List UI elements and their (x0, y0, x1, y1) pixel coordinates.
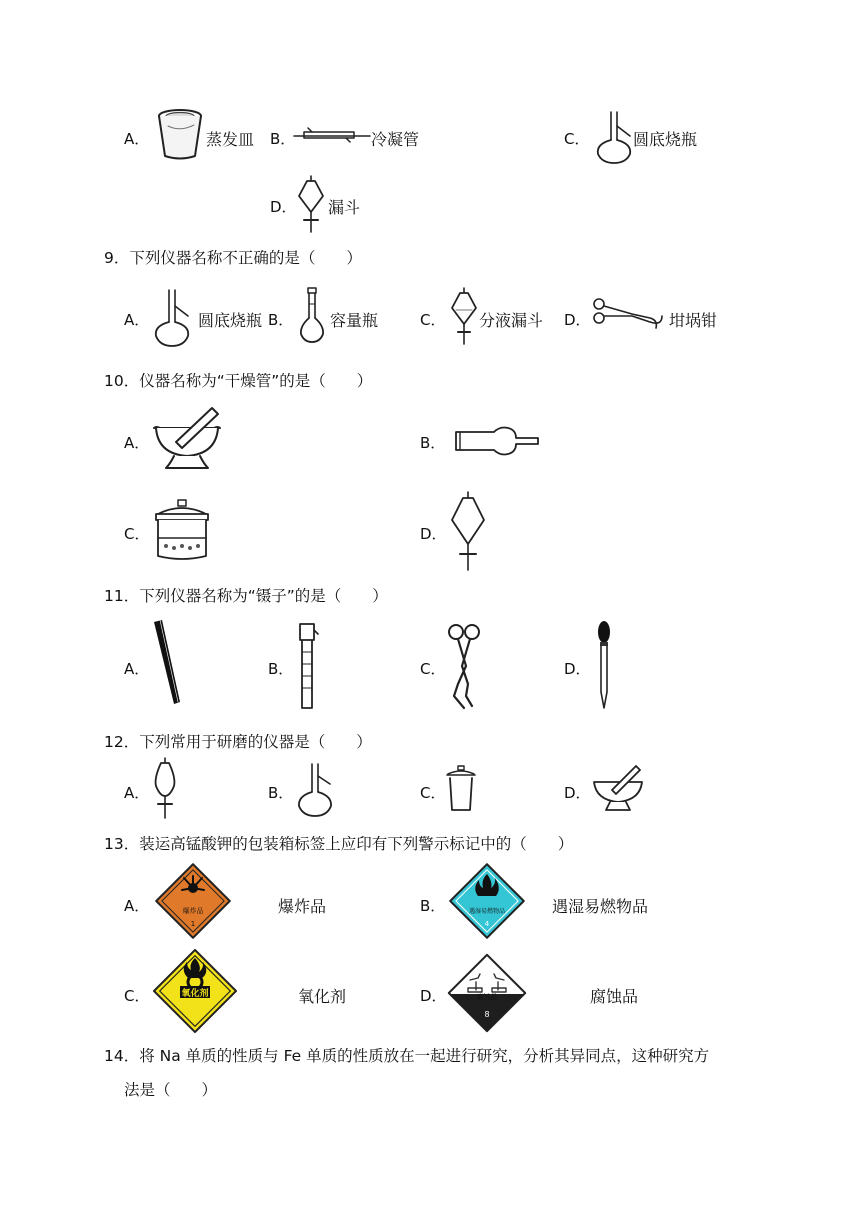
sign-label: 氧化剂 (181, 989, 209, 999)
sign-class-number: 4 (484, 920, 490, 928)
crucible-tongs-icon (592, 296, 666, 336)
option-letter: B． (420, 897, 446, 915)
option-letter: B． (270, 130, 296, 148)
option-name: 分液漏斗 (479, 311, 544, 330)
question-12-stem: 12．下列常用于研磨的仪器是（ ） (104, 733, 372, 751)
distilling-flask-icon (152, 288, 192, 348)
corrosive-sign-icon (446, 952, 528, 1034)
tweezers-icon (152, 620, 192, 710)
option-letter: A． (124, 311, 150, 329)
option-name: 容量瓶 (330, 311, 379, 330)
separatory-funnel-icon (450, 288, 478, 346)
option-name: 腐蚀品 (590, 987, 639, 1006)
option-letter: C． (420, 784, 446, 802)
crucible-icon (156, 108, 204, 162)
condenser-icon (294, 128, 370, 142)
mortar-pestle-icon (150, 404, 224, 474)
option-letter: A． (124, 897, 150, 915)
question-10-stem: 10．仪器名称为“干燥管”的是（ ） (104, 372, 373, 390)
option-name: 圆底烧瓶 (633, 130, 698, 149)
sign-label: 腐蚀品 (476, 993, 498, 1001)
option-name: 坩埚钳 (669, 311, 718, 330)
sign-label: 爆炸品 (182, 907, 204, 915)
option-letter: D． (564, 660, 591, 678)
option-letter: D． (564, 311, 591, 329)
option-letter: C． (124, 987, 150, 1005)
option-letter: C． (124, 525, 150, 543)
drying-tube-icon (454, 426, 540, 456)
test-tube-clamp-icon (296, 622, 320, 710)
separatory-funnel-icon (448, 492, 488, 572)
option-letter: B． (268, 784, 294, 802)
option-letter: A． (124, 784, 150, 802)
question-9-stem: 9．下列仪器名称不正确的是（ ） (104, 249, 362, 267)
separatory-funnel-icon (150, 758, 180, 820)
sign-label: 遇湿易燃物品 (468, 908, 505, 915)
option-name: 爆炸品 (278, 897, 327, 916)
question-14-stem-line1: 14．将 Na 单质的性质与 Fe 单质的性质放在一起进行研究，分析其异同点，这种研究方 (104, 1047, 710, 1065)
option-letter: B． (420, 434, 446, 452)
crucible-tongs-icon (446, 622, 482, 710)
distilling-flask-icon (296, 762, 334, 818)
option-name: 遇湿易燃物品 (552, 897, 649, 916)
option-letter: B． (268, 660, 294, 678)
option-name: 蒸发皿 (206, 130, 255, 149)
option-letter: D． (564, 784, 591, 802)
desiccator-icon (152, 500, 212, 564)
option-letter: C． (420, 311, 446, 329)
volumetric-flask-icon (298, 288, 326, 344)
separatory-funnel-icon (296, 176, 326, 234)
sign-class-number: 1 (190, 920, 196, 928)
option-letter: B． (268, 311, 294, 329)
option-letter: C． (420, 660, 446, 678)
option-letter: D． (270, 198, 297, 216)
question-14-stem-line2: 法是（ ） (124, 1081, 218, 1099)
option-name: 冷凝管 (371, 130, 420, 149)
option-letter: A． (124, 660, 150, 678)
option-letter: D． (420, 987, 447, 1005)
mortar-pestle-icon (592, 764, 644, 814)
option-letter: D． (420, 525, 447, 543)
explosive-sign-icon (154, 862, 232, 940)
question-13-stem: 13．装运高锰酸钾的包装箱标签上应印有下列警示标记中的（ ） (104, 835, 574, 853)
option-name: 氧化剂 (298, 987, 347, 1006)
oxidizer-sign-icon (152, 948, 238, 1034)
question-11-stem: 11．下列仪器名称为“镊子”的是（ ） (104, 587, 388, 605)
option-letter: A． (124, 434, 150, 452)
option-name: 漏斗 (328, 198, 361, 217)
sign-class-number: 8 (484, 1010, 490, 1019)
flammable-wet-sign-icon (448, 862, 526, 940)
dropper-icon (594, 620, 614, 710)
option-letter: C． (564, 130, 590, 148)
distilling-flask-icon (594, 110, 634, 164)
beaker-with-lid-icon (446, 766, 476, 812)
option-letter: A． (124, 130, 150, 148)
option-name: 圆底烧瓶 (198, 311, 263, 330)
